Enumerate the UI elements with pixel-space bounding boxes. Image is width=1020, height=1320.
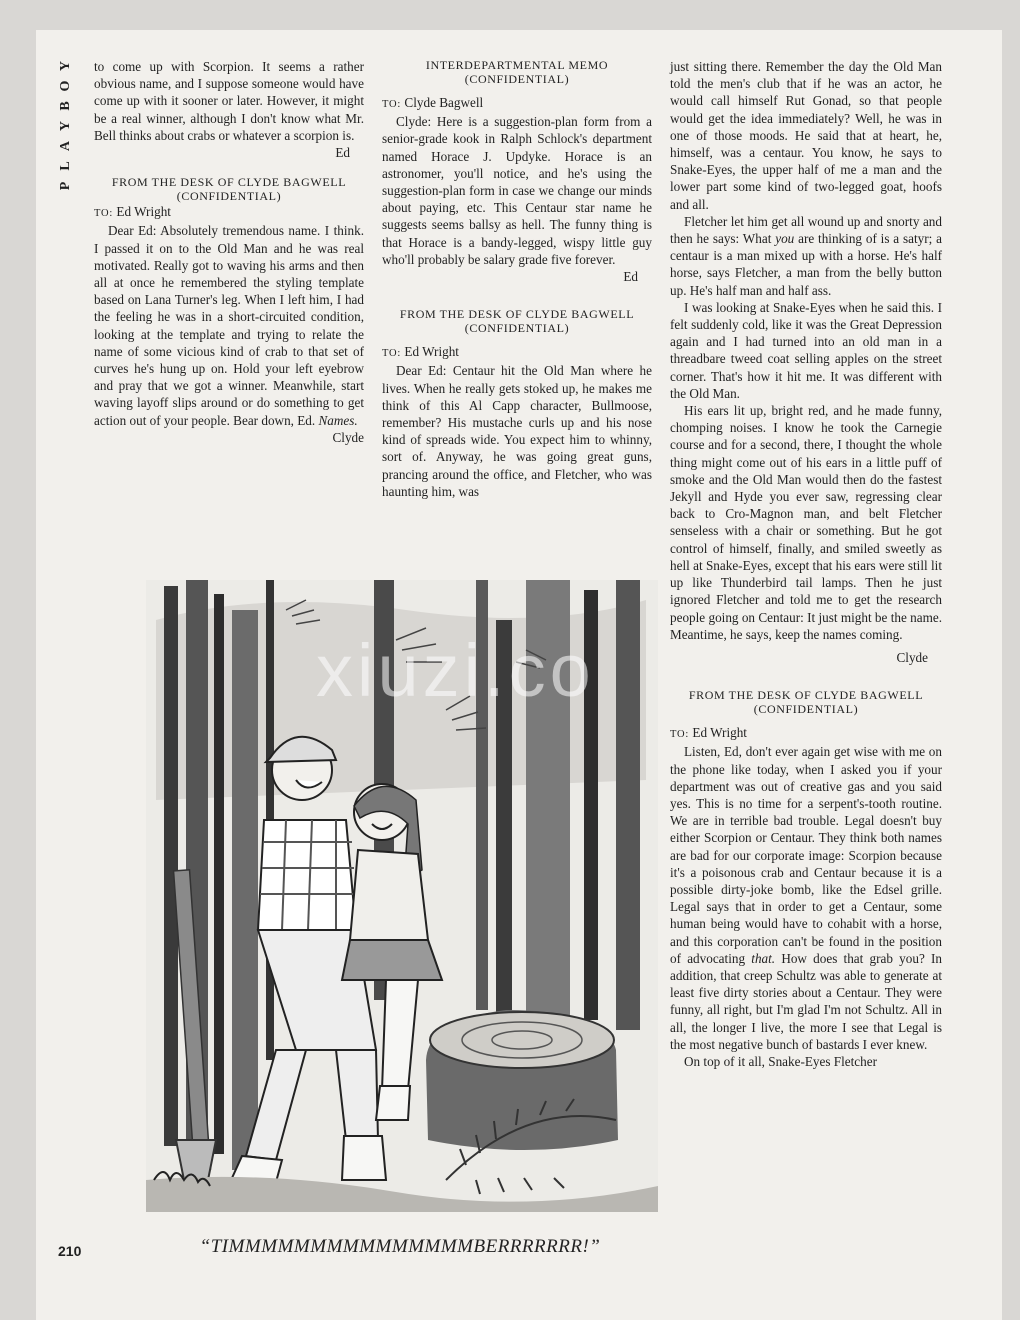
paragraph-text: Listen, Ed, don't ever again get wise with me on the phone like today, when I asked you if your department was out of creative gas and you said yes. This is no time for a serpent's-tooth routine. We are in terrible bad trouble. Legal doesn't buy either Scorpion or Centaur. They think both names are bad for our corporate image: Scorpion because it's a poisonous crab and Centaur because it is a possible dirty-joke bomb, like the Edsel grille. Legal says that in order to get a Centaur, some human being would have to cohabit with a horse, and this corporation can't be found in the position of advocating: [670, 744, 942, 966]
body-paragraph: [670, 743, 942, 1053]
to-label: TO:: [670, 729, 690, 741]
masthead-letter: P: [58, 181, 73, 191]
memo-heading: FROM THE DESK OF CLYDE BAGWELL: [111, 175, 347, 190]
recipient-name: Clyde Bagwell: [404, 95, 484, 110]
signature: Clyde: [896, 649, 928, 665]
masthead-letter: Y: [58, 120, 73, 132]
signature: Clyde: [332, 429, 364, 445]
masthead-playboy: [56, 58, 76, 194]
body-paragraph: to come up with Scorpion. It seems a rather obvious name, and I suppose someone would have come up with it sooner or later. However, it might be a real winner, although I don't know what Mr. Bell thinks about crabs or whatever a scorpion is.: [94, 59, 364, 143]
italic-text: you: [775, 231, 795, 247]
memo-recipient: [670, 724, 942, 743]
body-paragraph: [670, 213, 942, 299]
masthead-letter: O: [58, 80, 73, 92]
memo-heading: FROM THE DESK OF CLYDE BAGWELL: [399, 307, 635, 322]
masthead-letter: Y: [58, 60, 73, 72]
recipient-name: Ed Wright: [116, 204, 171, 220]
paragraph-text: Fletcher let him get all wound up and snorty and then he says: What: [670, 213, 942, 247]
paragraph-text: How does that grab you? In addition, that creep Schultz was able to generate at least five dirty stories about a Centaur. They were funny, all right, but I'm glad I'm not Schultz. All in all, the longer I live, the more I see that Legal is the most negative bunch of bastards I ever knew.: [670, 950, 943, 1052]
to-label: TO:: [382, 99, 402, 110]
memo-confidential: (CONFIDENTIAL): [176, 189, 282, 204]
body-paragraph: His ears lit up, bright red, and he made funny, chomping noises. I know he took the Carnegie course and for a second, there, I thought the whole thing might come out of his ears in a little puff of smoke and the Old Man would then do the fastest Jekyll and Hyde you ever saw, regressing clear back to Cro-Magnon man, and belt Fletcher senseless with a chair or something. But he got control of himself, finally, and smiled sweetly as hell at Snake-Eyes, except that his ears were still lit up like Thunderbird tail lamps. Then he just ignored Fletcher and told me to get the research people going on Centaur: It just might be the name. Meantime, he says, keep the names coming.: [670, 403, 942, 642]
page-number: 210: [58, 1243, 82, 1259]
body-paragraph: [94, 222, 364, 428]
column-2: [382, 58, 652, 500]
body-paragraph: just sitting there. Remember the day the Old Man told the men's club that if he was an actor, he would call himself Rut Gonad, so that people would get the idea immediately? Well, he was in one of those moods. He said that at heart, he, himself, was a centaur. You know, he says to Snake-Eyes, the upper half of me a man and the lower part some kind of two-legged goat, hoofs and all.: [670, 59, 942, 212]
memo-confidential: (CONFIDENTIAL): [464, 321, 570, 336]
to-label: TO:: [94, 208, 114, 220]
column-1: [94, 58, 364, 446]
recipient-name: Ed Wright: [404, 344, 459, 360]
signature: Ed: [335, 145, 350, 161]
cartoon-caption: “TIMMMMMMMMMMMMMMMBERRRRRRR!”: [199, 1236, 601, 1257]
memo-recipient: [382, 343, 652, 362]
body-paragraph: Clyde: Here is a suggestion-plan form from a senior-grade kook in Ralph Schlock's department named Horace J. Updyke. Horace is an astronomer, you'll notice, and he's using the suggestion-plan form in case we change our minds about paying, etc. This Centaur star name he suggests seems ballsy as hell. The funny thing is that Horace is a bandy-legged, wispy little guy who'll probably be salary grade five forever.: [382, 114, 652, 267]
masthead-letter: A: [58, 140, 73, 152]
body-paragraph: On top of it all, Snake-Eyes Fletcher: [684, 1053, 878, 1069]
italic-text: that.: [751, 950, 776, 966]
signature: Ed: [623, 269, 638, 285]
italic-text: Names.: [318, 412, 358, 428]
memo-confidential: (CONFIDENTIAL): [464, 72, 570, 86]
memo-heading: FROM THE DESK OF CLYDE BAGWELL: [688, 688, 924, 703]
memo-heading: INTERDEPARTMENTAL MEMO: [425, 58, 609, 72]
body-paragraph: Dear Ed: Centaur hit the Old Man where he lives. When he really gets stoked up, he makes me think of this Al Capp character, Bullmoose, remember? His mustache curls up and his nose kind of spreads wide. You expect him to whinny, sort of. Anyway, he was going great guns, prancing around the office, and Fletcher, who was haunting him, was: [382, 363, 652, 499]
paragraph-text: Dear Ed: Absolutely tremendous name. I think. I passed it on to the Old Man and he was real motivated. Really got to waving his arms and then all at once he remembered the styling template based on Lana Turner's leg. When I left him, I had the feeling he was in a short-circuited condition, looking at the template and trying to relate the name of some vicious kind of crab to that set of curves he's hung up on. Hold your left eyebrow and pray that we got a winner. Meanwhile, start waving layoff slips around or do something to get action out of your people. Bear down, Ed.: [94, 223, 364, 428]
masthead-letter: L: [58, 161, 73, 171]
memo-confidential: (CONFIDENTIAL): [753, 702, 859, 717]
paragraph-text: are thinking of is a satyr; a centaur is a man mixed up with a horse. He's half horse, says Fletcher, a man from the belly button up. He's half man and half ass.: [670, 231, 942, 298]
column-3: [670, 58, 942, 1070]
recipient-name: Ed Wright: [692, 725, 747, 741]
memo-recipient: [94, 203, 364, 222]
body-paragraph: I was looking at Snake-Eyes when he said this. I felt suddenly cold, like it was the Great Depression again and I had turned into an old man in a threadbare tweed coat selling apples on the street corner. That's how it hit me. It was different with the Old Man.: [670, 299, 942, 401]
to-label: TO:: [382, 348, 402, 360]
masthead-letter: B: [58, 101, 73, 111]
watermark: xiuzi.co: [316, 629, 595, 712]
memo-recipient: [382, 94, 652, 113]
